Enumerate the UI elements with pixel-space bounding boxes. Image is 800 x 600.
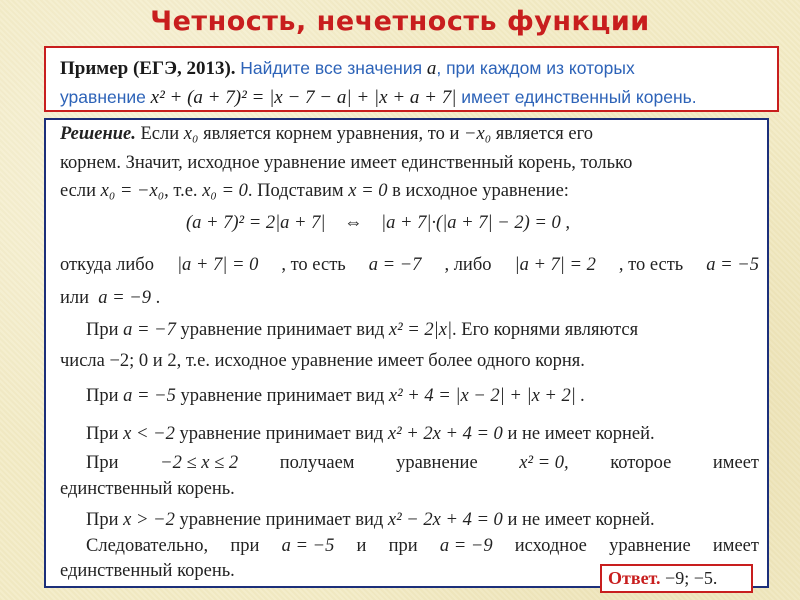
problem-var-a: a [426, 58, 437, 79]
solution-text: . Подставим [247, 181, 344, 201]
solution-text: исходное [514, 536, 587, 556]
solution-text: , то есть [618, 255, 684, 275]
problem-line-2 [60, 83, 767, 112]
problem-lead: Пример (ЕГЭ, 2013). [60, 58, 236, 79]
solution-text: При [86, 320, 119, 340]
solution-line-5 [60, 255, 759, 276]
math-expression: (a + 7)² = 2|a + 7| [186, 213, 326, 233]
math-expression: x₀ = −x₀ [100, 181, 165, 201]
problem-text-1: Найдите все значения [240, 58, 423, 78]
solution-line-13 [86, 510, 759, 531]
math-expression: a = −7 [123, 320, 176, 340]
solution-text: если [60, 181, 97, 201]
slide-title: Четность, нечетность функции [150, 6, 650, 37]
solution-text: При [86, 386, 119, 406]
answer-box [600, 564, 753, 593]
math-expression: x = 0 [348, 181, 388, 201]
math-expression: x₀ = 0 [202, 181, 248, 201]
problem-equation: x² + (a + 7)² = |x − 7 − a| + |x + a + 7| [150, 87, 457, 108]
solution-text: при [230, 536, 260, 556]
solution-line-2: корнем. Значит, исходное уравнение имеет единственный корень, только [60, 153, 633, 173]
answer-label: Ответ. [608, 568, 661, 588]
math-expression: x² + 2x + 4 = 0 [387, 424, 503, 444]
solution-text: Следовательно, [86, 536, 209, 556]
solution-line-12: единственный корень. [60, 479, 235, 499]
solution-text: имеет [712, 536, 759, 556]
solution-line-11 [86, 453, 759, 474]
problem-text-2: , при каждом из которых [436, 58, 635, 78]
solution-text: при [388, 536, 418, 556]
problem-statement-box [44, 46, 779, 112]
solution-line-4 [186, 213, 759, 234]
solution-text: , либо [444, 255, 492, 275]
math-expression: |a + 7|·(|a + 7| − 2) = 0 , [381, 213, 570, 233]
solution-text: и [356, 536, 367, 556]
math-expression: x² − 2x + 4 = 0 [387, 510, 503, 530]
solution-text: откуда либо [60, 255, 154, 275]
solution-line-15: единственный корень. [60, 561, 235, 581]
math-expression: x² = 2|x| [388, 320, 453, 340]
solution-text: и не имеет корней. [507, 424, 655, 444]
math-minus-x0: −x₀ [464, 124, 492, 144]
math-expression: a = −9 [439, 536, 493, 556]
solution-line-7 [86, 320, 759, 341]
equivalence-symbol: ⇔ [344, 213, 363, 233]
solution-text: уравнение принимает вид [179, 510, 384, 530]
solution-line-1 [60, 124, 759, 145]
solution-line-6 [60, 288, 759, 309]
solution-line-3 [60, 181, 759, 202]
solution-text: в исходное уравнение: [392, 181, 569, 201]
math-x0: x₀ [183, 124, 199, 144]
solution-heading: Решение. [60, 124, 136, 144]
solution-line-10 [86, 424, 759, 445]
solution-text: и не имеет корней. [507, 510, 655, 530]
answer-value: −9; −5. [665, 568, 718, 588]
solution-text: уравнение [396, 453, 478, 473]
math-expression: x² = 0, [519, 453, 569, 473]
math-expression: a = −5 [706, 255, 759, 275]
solution-text: является корнем уравнения, то и [203, 124, 460, 144]
solution-box [44, 118, 769, 588]
solution-line-9 [86, 386, 759, 407]
solution-text: или [60, 288, 90, 308]
math-expression: x > −2 [123, 510, 175, 530]
math-expression: x < −2 [123, 424, 175, 444]
solution-line-8: числа −2; 0 и 2, т.е. исходное уравнение имеет более одного корня. [60, 351, 585, 371]
solution-text: уравнение принимает вид [180, 386, 385, 406]
math-expression: −2 ≤ x ≤ 2 [160, 453, 239, 473]
solution-text: уравнение принимает вид [179, 424, 384, 444]
solution-text: , то есть [281, 255, 346, 275]
solution-text: уравнение [609, 536, 691, 556]
solution-text: уравнение принимает вид [180, 320, 385, 340]
solution-text: При [86, 424, 119, 444]
math-expression: a = −9 [98, 288, 152, 308]
math-expression: a = −5 [281, 536, 335, 556]
problem-line-1 [60, 54, 767, 83]
solution-text: получаем [279, 453, 355, 473]
solution-text: имеет [712, 453, 759, 473]
math-expression: a = −5 [123, 386, 176, 406]
solution-text: которое [610, 453, 672, 473]
solution-text: . [155, 288, 161, 308]
problem-text-4: имеет единственный корень. [461, 87, 697, 107]
problem-text-3: уравнение [60, 87, 146, 107]
solution-text: является его [495, 124, 593, 144]
solution-text: При [86, 510, 119, 530]
math-expression: |a + 7| = 0 [176, 255, 259, 275]
solution-text: При [86, 453, 119, 473]
solution-text: Если [140, 124, 180, 144]
solution-line-14 [86, 536, 759, 557]
math-expression: a = −7 [368, 255, 422, 275]
solution-text: . Его корнями являются [452, 320, 639, 340]
solution-text: , т.е. [164, 181, 198, 201]
math-expression: |a + 7| = 2 [514, 255, 596, 275]
math-expression: x² + 4 = |x − 2| + |x + 2| . [388, 386, 586, 406]
